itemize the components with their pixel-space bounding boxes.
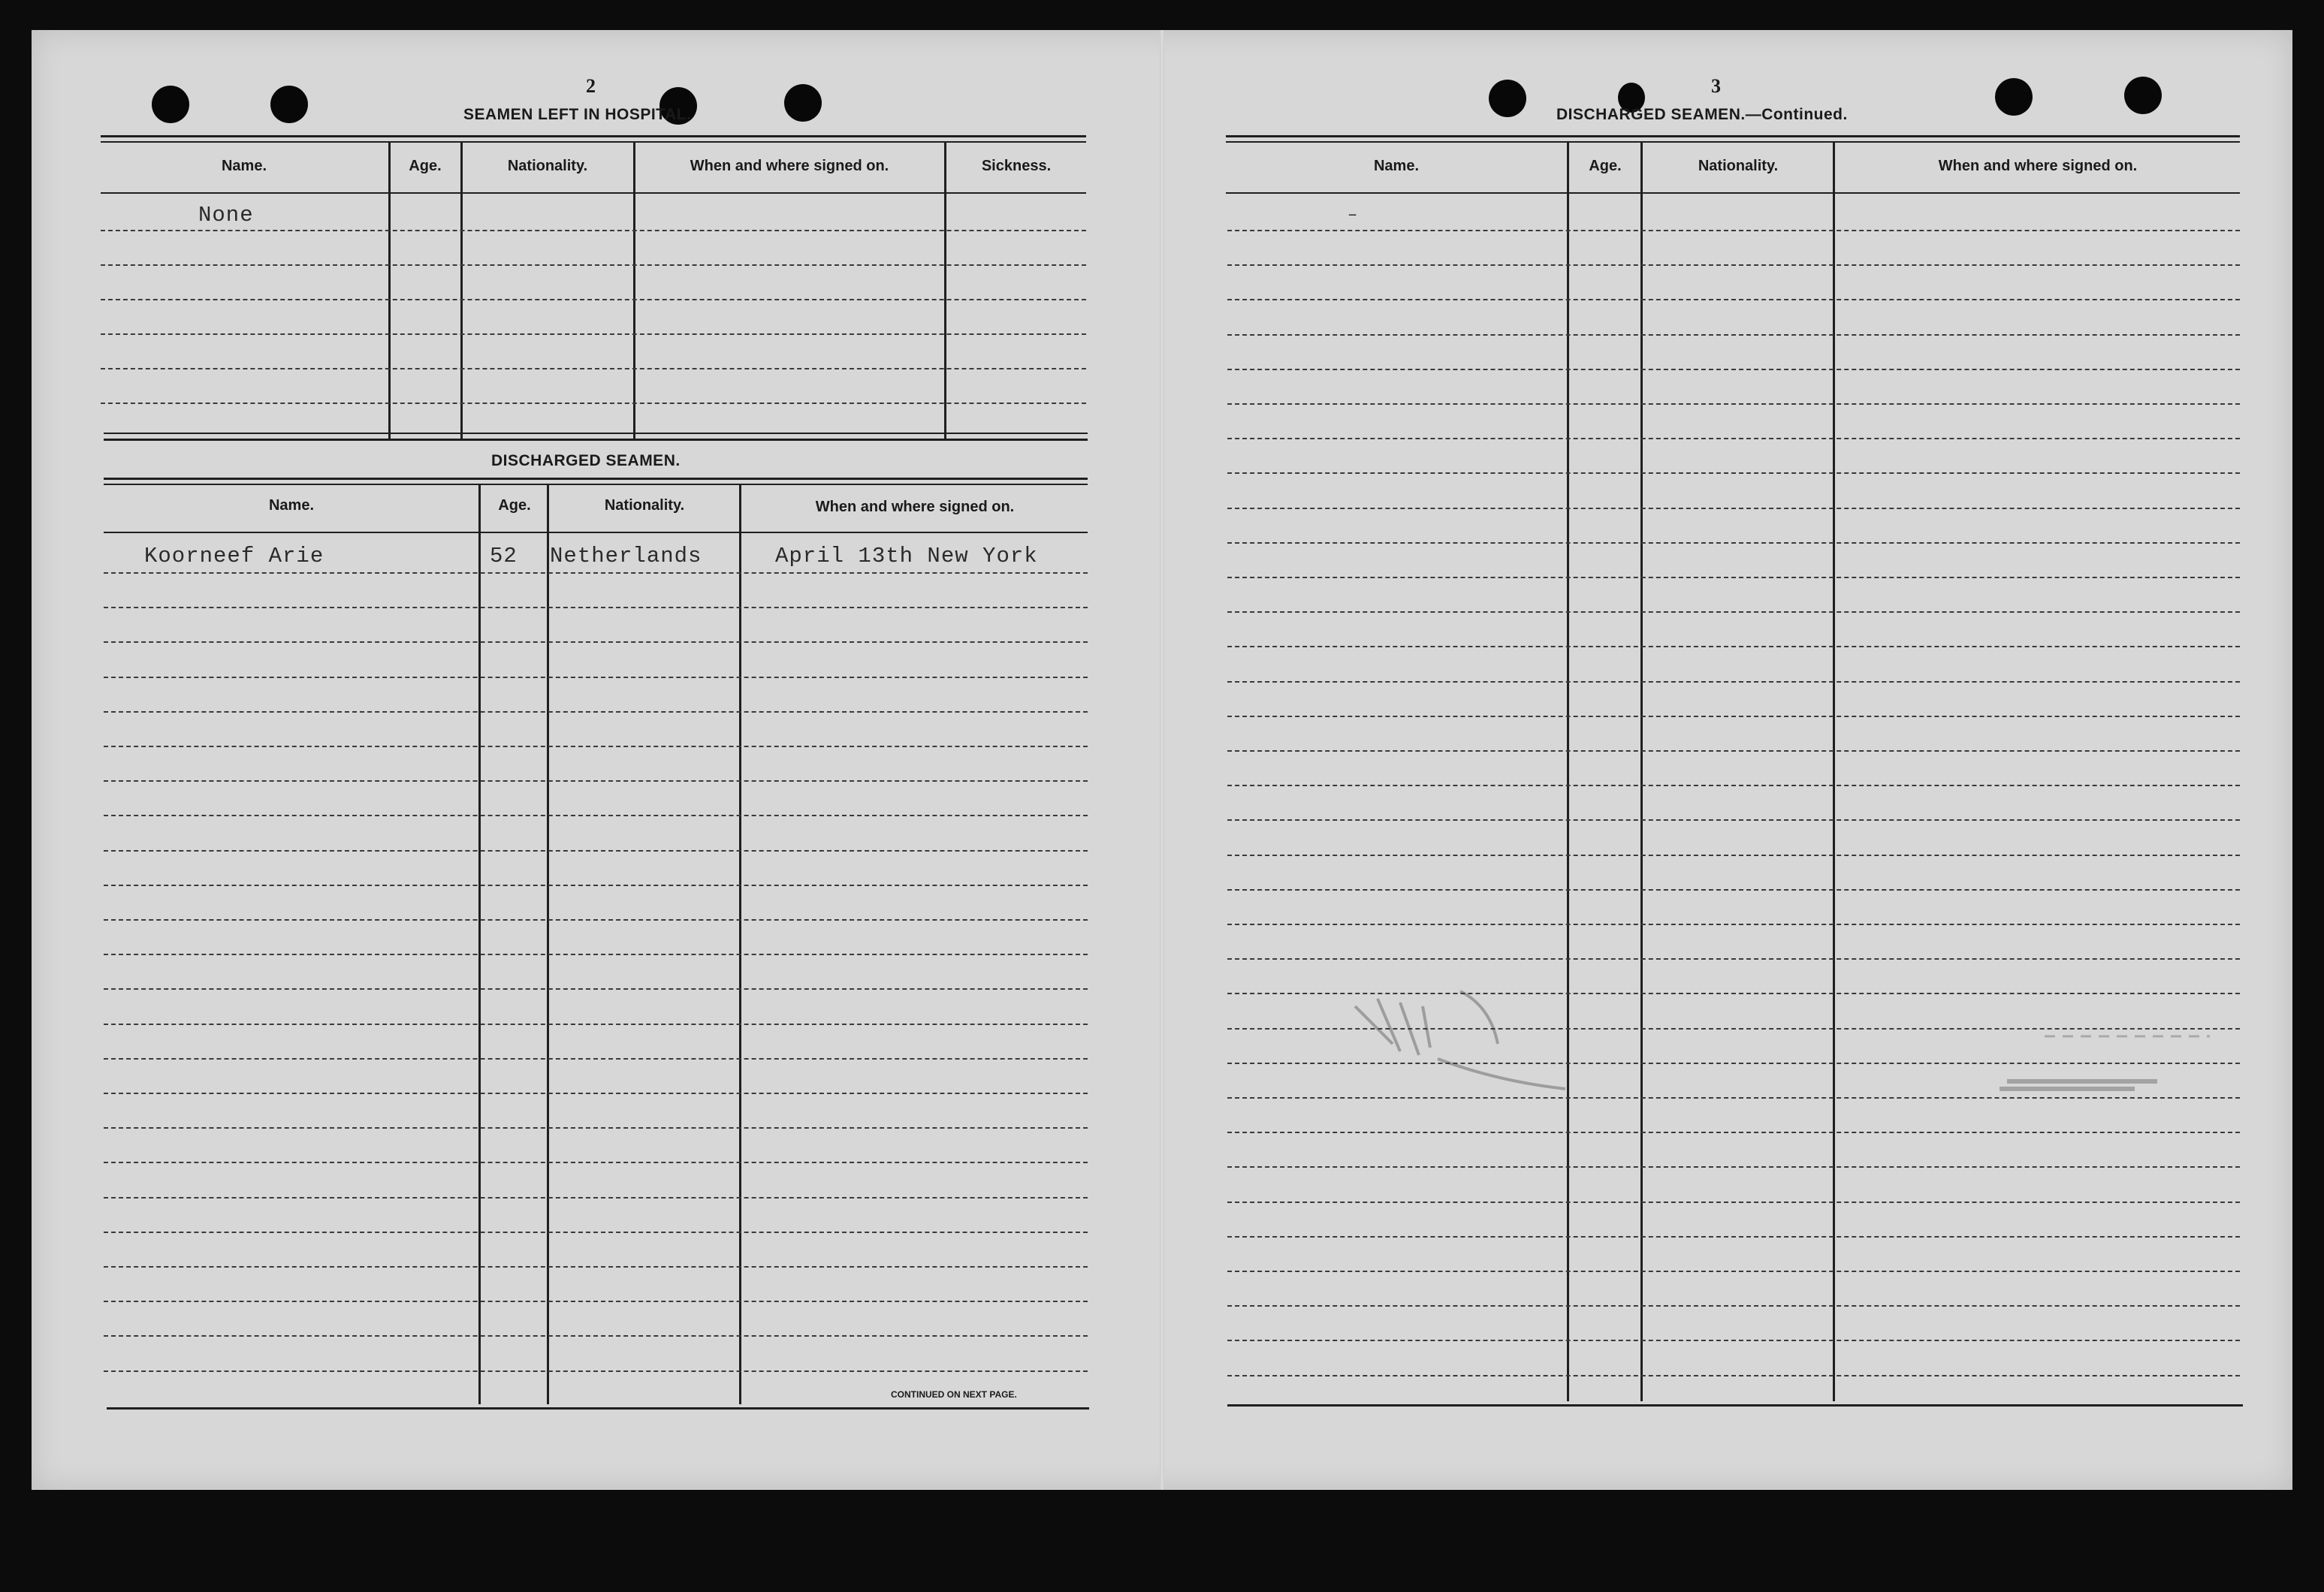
row-line [1227, 611, 2240, 613]
punch-hole [1489, 80, 1526, 117]
page-number: 2 [586, 75, 596, 97]
header-rule [104, 532, 1088, 533]
row-line [104, 1335, 1088, 1337]
col-header-signed-on: When and where signed on. [815, 499, 1015, 515]
col-header-signed-on: When and where signed on. [1938, 158, 2138, 174]
row-line [1227, 889, 2240, 891]
header-rule [1226, 192, 2240, 194]
bottom-rule [107, 1407, 1089, 1410]
row-line [1227, 646, 2240, 647]
entry-name: Koorneef Arie [144, 544, 324, 568]
column-divider [388, 143, 391, 439]
row-line [1227, 299, 2240, 300]
col-header-signed-on: When and where signed on. [690, 158, 889, 174]
col-header-nationality: Nationality. [507, 158, 588, 174]
row-line [1227, 542, 2240, 544]
punch-hole [1995, 78, 2033, 116]
row-line [1227, 1236, 2240, 1238]
column-divider [633, 143, 635, 439]
row-line [104, 1266, 1088, 1268]
row-line [1227, 334, 2240, 336]
row-line [1227, 472, 2240, 474]
row-line [1227, 750, 2240, 752]
right-entry-name: – [1348, 206, 1359, 225]
row-line [1227, 1271, 2240, 1272]
row-line [104, 607, 1088, 608]
row-line [1227, 681, 2240, 683]
entry-signed-on: April 13th New York [775, 544, 1038, 568]
row-line [1227, 785, 2240, 786]
row-line [104, 572, 1088, 574]
row-line [1227, 438, 2240, 439]
row-line [1227, 577, 2240, 578]
continued-note: CONTINUED ON NEXT PAGE. [891, 1389, 1017, 1400]
header-rule [101, 135, 1086, 137]
row-line [1227, 819, 2240, 821]
row-line [104, 1127, 1088, 1129]
pencil-mark [1348, 961, 1573, 1096]
row-line [1227, 716, 2240, 717]
row-line [101, 299, 1086, 300]
row-line [104, 1093, 1088, 1094]
row-line [1227, 1202, 2240, 1203]
discharged-continued-title: DISCHARGED SEAMEN.—Continued. [1556, 106, 1848, 123]
row-line [1227, 958, 2240, 960]
header-rule [104, 484, 1088, 485]
column-divider [944, 143, 946, 439]
row-line [101, 368, 1086, 369]
col-header-age: Age. [409, 158, 442, 174]
col-header-nationality: Nationality. [1698, 158, 1779, 174]
row-line [1227, 403, 2240, 405]
punch-hole [270, 86, 308, 123]
row-line [104, 1058, 1088, 1060]
col-header-nationality: Nationality. [604, 497, 685, 514]
header-rule [101, 192, 1086, 194]
discharged-section-title: DISCHARGED SEAMEN. [491, 452, 681, 469]
stamp-mark [1984, 1014, 2240, 1104]
row-line [104, 954, 1088, 955]
column-divider [1567, 143, 1569, 1401]
column-divider [1640, 143, 1643, 1401]
row-line [1227, 1166, 2240, 1168]
column-divider [1833, 143, 1835, 1401]
header-rule [1226, 135, 2240, 137]
header-rule [101, 141, 1086, 143]
row-line [104, 850, 1088, 852]
row-line [104, 885, 1088, 886]
col-header-age: Age. [498, 497, 531, 514]
row-line [104, 677, 1088, 678]
col-header-sickness: Sickness. [981, 158, 1052, 174]
row-line [1227, 508, 2240, 509]
row-line [104, 1232, 1088, 1233]
row-line [1227, 264, 2240, 266]
punch-hole [152, 86, 189, 123]
col-header-name: Name. [221, 158, 267, 174]
page-fold [1160, 30, 1164, 1490]
col-header-age: Age. [1589, 158, 1622, 174]
document-spread [32, 30, 2292, 1490]
row-line [104, 815, 1088, 816]
punch-hole [2124, 77, 2162, 114]
row-line [1227, 855, 2240, 856]
row-line [104, 780, 1088, 782]
header-rule [104, 478, 1088, 480]
section-rule [104, 433, 1088, 434]
section-rule [104, 439, 1088, 441]
row-line [1227, 1340, 2240, 1341]
row-line [1227, 924, 2240, 925]
row-line [101, 264, 1086, 266]
entry-nationality: Netherlands [550, 544, 702, 568]
row-line [1227, 1132, 2240, 1133]
row-line [101, 403, 1086, 404]
col-header-name: Name. [1373, 158, 1420, 174]
row-line [104, 1301, 1088, 1302]
row-line [104, 1162, 1088, 1163]
hospital-entry-name: None [198, 203, 254, 228]
row-line [1227, 1305, 2240, 1307]
row-line [104, 1370, 1088, 1372]
column-divider [460, 143, 463, 439]
row-line [1227, 1375, 2240, 1376]
entry-age: 52 [490, 544, 518, 568]
row-line [101, 333, 1086, 335]
row-line [1227, 369, 2240, 370]
row-line [104, 746, 1088, 747]
punch-hole [784, 84, 822, 122]
col-header-name: Name. [268, 497, 315, 514]
hospital-section-title: SEAMEN LEFT IN HOSPITAL. [463, 106, 692, 123]
bottom-rule [1227, 1404, 2243, 1407]
row-line [104, 641, 1088, 643]
row-line [104, 988, 1088, 990]
row-line [104, 1197, 1088, 1199]
page-number: 3 [1711, 75, 1721, 97]
row-line [101, 230, 1086, 231]
row-line [104, 1024, 1088, 1025]
row-line [104, 919, 1088, 921]
header-rule [1226, 141, 2240, 143]
row-line [1227, 230, 2240, 231]
row-line [104, 711, 1088, 713]
